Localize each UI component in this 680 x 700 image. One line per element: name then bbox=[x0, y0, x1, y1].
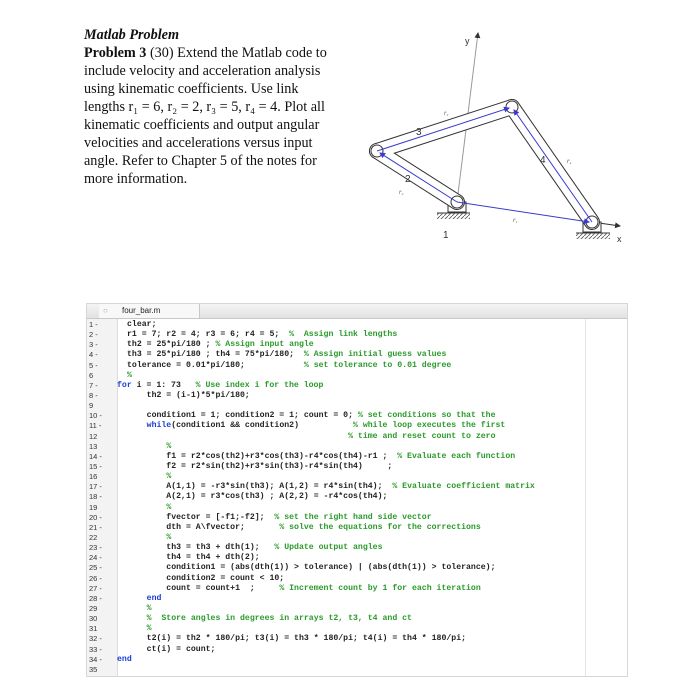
code-line bbox=[87, 361, 627, 371]
code-statement: fvector = [-f1;-f2]; bbox=[127, 512, 275, 522]
keyword: end bbox=[117, 654, 132, 664]
line-number: 33 - bbox=[89, 644, 102, 654]
vector-r2 bbox=[380, 153, 457, 202]
problem-line: velocities and accelerations versus input bbox=[84, 135, 313, 151]
code-line bbox=[87, 411, 627, 421]
vector-label-r1: r̄₁ bbox=[513, 218, 518, 224]
code-comment: % bbox=[166, 502, 172, 512]
code-statement bbox=[127, 442, 166, 451]
code-comment: % set the right hand side vector bbox=[274, 512, 432, 522]
line-number: 17 - bbox=[89, 482, 102, 492]
code-text bbox=[127, 594, 161, 604]
code-text bbox=[127, 340, 314, 350]
code-text bbox=[127, 634, 466, 644]
vector-r3 bbox=[377, 108, 509, 151]
code-statement: tolerance = 0.01*pi/180; bbox=[127, 360, 304, 370]
problem-statement bbox=[84, 26, 359, 188]
line-number: 28 - bbox=[89, 593, 102, 603]
code-text bbox=[127, 361, 451, 371]
vector-r4 bbox=[514, 110, 592, 222]
problem-heading: Matlab Problem bbox=[84, 27, 179, 43]
code-comment: % Assign initial guess values bbox=[303, 350, 447, 360]
line-number: 19 bbox=[89, 502, 98, 512]
code-line bbox=[87, 320, 627, 330]
code-statement: A(1,1) = -r3*sin(th3); A(1,2) = r4*sin(th4); bbox=[127, 482, 393, 492]
line-number: 13 bbox=[89, 441, 98, 451]
code-statement bbox=[127, 604, 147, 613]
code-statement: ct(i) = count; bbox=[127, 644, 216, 654]
code-statement: th3 = th3 + dth(1); bbox=[127, 543, 275, 553]
code-text bbox=[127, 604, 152, 614]
code-text bbox=[127, 492, 387, 502]
line-number: 9 bbox=[89, 401, 94, 411]
problem-line: include velocity and acceleration analysis bbox=[84, 63, 321, 79]
code-text bbox=[127, 320, 156, 330]
keyword: end bbox=[127, 593, 162, 603]
keyword: while bbox=[127, 421, 172, 431]
x-axis-label: x bbox=[617, 234, 622, 244]
problem-line: more information. bbox=[84, 171, 188, 187]
code-text bbox=[127, 614, 412, 624]
file-tab-name: four_bar.m bbox=[122, 306, 161, 315]
code-text bbox=[127, 330, 397, 340]
keyword: for bbox=[117, 380, 132, 390]
code-text bbox=[117, 655, 132, 665]
code-line bbox=[87, 533, 627, 543]
code-comment: % Increment count by 1 for each iteration bbox=[279, 583, 481, 593]
line-number: 31 bbox=[89, 624, 98, 634]
code-text bbox=[127, 371, 132, 381]
code-text bbox=[127, 462, 392, 472]
code-line bbox=[87, 401, 627, 411]
code-statement: t2(i) = th2 * 180/pi; t3(i) = th3 * 180/pi; t4(i) = th4 * 180/pi; bbox=[127, 634, 467, 644]
line-number: 12 bbox=[89, 431, 98, 441]
line-number: 6 bbox=[89, 370, 94, 380]
problem-line: angle. Refer to Chapter 5 of the notes for bbox=[84, 153, 317, 169]
vector-r1 bbox=[457, 202, 589, 222]
code-line bbox=[87, 655, 627, 665]
line-number: 32 - bbox=[89, 634, 102, 644]
code-line bbox=[87, 513, 627, 523]
link-label-1: 1 bbox=[443, 230, 449, 241]
code-statement: condition2 = count < 10; bbox=[127, 573, 285, 583]
line-number: 34 - bbox=[89, 654, 102, 664]
line-number: 8 - bbox=[89, 390, 98, 400]
code-text bbox=[127, 574, 284, 584]
code-comment: % solve the equations for the corrections bbox=[279, 522, 481, 532]
problem-line: lengths r₁ = 6, r₂ = 2, r₃ = 5, r₄ = 4. Plot all bbox=[84, 99, 325, 115]
code-comment: % Assign input angle bbox=[215, 340, 314, 350]
code-line bbox=[87, 391, 627, 401]
vector-label-r2: r̄₂ bbox=[399, 190, 404, 196]
code-text bbox=[127, 421, 505, 431]
code-line bbox=[87, 330, 627, 340]
code-text bbox=[127, 503, 171, 513]
code-line bbox=[87, 472, 627, 482]
code-statement bbox=[127, 432, 348, 441]
line-number: 2 - bbox=[89, 330, 98, 340]
code-line bbox=[87, 442, 627, 452]
problem-body bbox=[84, 44, 359, 62]
code-comment: % bbox=[146, 603, 152, 613]
line-number: 11 - bbox=[89, 421, 102, 431]
line-number: 15 - bbox=[89, 461, 102, 471]
code-statement: th2 = 25*pi/180 ; bbox=[127, 340, 216, 350]
code-comment: % Assign link lengths bbox=[289, 330, 398, 340]
four-bar-linkage-diagram bbox=[340, 20, 660, 260]
code-comment: % while loop executes the first bbox=[353, 421, 506, 431]
code-statement: th4 = th4 + dth(2); bbox=[127, 553, 260, 563]
code-area[interactable] bbox=[87, 320, 627, 675]
line-number: 26 - bbox=[89, 573, 102, 583]
line-number: 35 bbox=[89, 664, 98, 674]
code-line bbox=[87, 574, 627, 584]
code-comment: % bbox=[166, 441, 172, 451]
line-number: 22 bbox=[89, 532, 98, 542]
code-line bbox=[87, 492, 627, 502]
code-text bbox=[127, 513, 432, 523]
code-text bbox=[127, 482, 535, 492]
code-comment: % bbox=[166, 472, 172, 482]
link-label-4: 4 bbox=[540, 155, 546, 166]
link-label-3: 3 bbox=[416, 127, 422, 138]
problem-label: Problem 3 bbox=[84, 45, 147, 61]
line-number: 1 - bbox=[89, 320, 98, 329]
code-line bbox=[87, 563, 627, 573]
code-line bbox=[87, 594, 627, 604]
code-comment: % bbox=[146, 624, 152, 634]
code-text bbox=[127, 553, 260, 563]
code-line bbox=[87, 604, 627, 614]
code-text bbox=[127, 563, 496, 573]
code-statement: A(2,1) = r3*cos(th3) ; A(2,2) = -r4*cos(th4); bbox=[127, 492, 388, 502]
code-line bbox=[87, 350, 627, 360]
code-statement bbox=[127, 503, 166, 512]
line-number: 27 - bbox=[89, 583, 102, 593]
editor-tab-bar bbox=[87, 304, 627, 319]
code-line bbox=[87, 634, 627, 644]
code-comment: % time and reset count to zero bbox=[348, 431, 496, 441]
file-status-icon: ○ bbox=[103, 306, 108, 315]
code-statement: i = 1: 73 bbox=[131, 380, 196, 390]
code-line bbox=[87, 614, 627, 624]
line-number: 16 bbox=[89, 472, 98, 482]
code-comment: % set tolerance to 0.01 degree bbox=[303, 360, 452, 370]
code-comment: % Update output angles bbox=[274, 543, 383, 553]
code-line bbox=[87, 482, 627, 492]
problem-line: (30) Extend the Matlab code to bbox=[146, 45, 327, 61]
code-statement: clear; bbox=[127, 320, 157, 329]
code-text bbox=[127, 350, 446, 360]
line-number: 4 - bbox=[89, 350, 98, 360]
line-number: 5 - bbox=[89, 360, 98, 370]
code-text bbox=[127, 411, 496, 421]
code-statement: f1 = r2*cos(th2)+r3*cos(th3)-r4*cos(th4)-r1 ; bbox=[127, 451, 398, 461]
line-number: 23 - bbox=[89, 543, 102, 553]
line-number: 3 - bbox=[89, 340, 98, 350]
code-statement: count = count+1 ; bbox=[127, 583, 280, 593]
code-text bbox=[127, 432, 496, 442]
link-label-2: 2 bbox=[405, 174, 411, 185]
code-line bbox=[87, 584, 627, 594]
line-number: 21 - bbox=[89, 522, 102, 532]
code-line bbox=[87, 503, 627, 513]
joint bbox=[506, 101, 518, 113]
code-text bbox=[127, 584, 481, 594]
line-number: 25 - bbox=[89, 563, 102, 573]
code-comment: % Use index i for the loop bbox=[195, 380, 324, 390]
code-line bbox=[87, 645, 627, 655]
code-statement: th2 = (i-1)*5*pi/180; bbox=[127, 390, 250, 400]
code-line bbox=[87, 553, 627, 563]
code-line bbox=[87, 371, 627, 381]
code-statement: th3 = 25*pi/180 ; th4 = 75*pi/180; bbox=[127, 350, 304, 360]
code-comment: % bbox=[127, 370, 132, 380]
code-line bbox=[87, 462, 627, 472]
line-number: 20 - bbox=[89, 512, 102, 522]
code-comment: % Evaluate coefficient matrix bbox=[392, 482, 535, 492]
line-number: 18 - bbox=[89, 492, 102, 502]
code-comment: % Store angles in degrees in arrays t2, t3, t4 and ct bbox=[146, 614, 412, 624]
code-text bbox=[127, 391, 250, 401]
code-text bbox=[127, 442, 171, 452]
code-statement: condition1 = 1; condition2 = 1; count = 0; bbox=[127, 411, 358, 421]
line-number: 7 - bbox=[89, 380, 98, 390]
code-line bbox=[87, 523, 627, 533]
code-statement bbox=[127, 533, 166, 542]
code-line bbox=[87, 624, 627, 634]
code-text bbox=[127, 533, 171, 543]
code-statement: (condition1 && condition2) bbox=[171, 421, 354, 431]
code-line bbox=[87, 340, 627, 350]
code-statement: f2 = r2*sin(th2)+r3*sin(th3)-r4*sin(th4) ; bbox=[127, 461, 393, 471]
code-line bbox=[87, 665, 627, 675]
code-line bbox=[87, 543, 627, 553]
code-text bbox=[127, 645, 215, 655]
vector-label-r4: r̄₄ bbox=[567, 159, 572, 165]
code-statement bbox=[127, 614, 147, 623]
code-comment: % Evaluate each function bbox=[397, 451, 516, 461]
matlab-editor bbox=[86, 303, 628, 677]
line-number: 30 bbox=[89, 614, 98, 624]
code-line bbox=[87, 432, 627, 442]
code-statement: r1 = 7; r2 = 4; r3 = 6; r4 = 5; bbox=[127, 330, 290, 340]
code-comment: % set conditions so that the bbox=[357, 411, 496, 421]
line-number: 14 - bbox=[89, 451, 102, 461]
code-text bbox=[117, 381, 323, 391]
code-comment: % bbox=[166, 532, 172, 542]
code-text bbox=[127, 624, 152, 634]
file-tab[interactable] bbox=[99, 304, 200, 318]
line-number: 24 - bbox=[89, 553, 102, 563]
code-statement: condition1 = (abs(dth(1)) > tolerance) | (abs(dth(1)) > tolerance); bbox=[127, 563, 496, 573]
code-statement bbox=[127, 472, 166, 481]
line-number: 10 - bbox=[89, 411, 102, 421]
code-line bbox=[87, 452, 627, 462]
y-axis-label: y bbox=[465, 36, 470, 46]
code-line bbox=[87, 381, 627, 391]
code-text bbox=[127, 543, 383, 553]
code-text bbox=[127, 472, 171, 482]
code-text bbox=[127, 452, 515, 462]
code-line bbox=[87, 421, 627, 431]
problem-line: kinematic coefficients and output angular bbox=[84, 117, 320, 133]
code-statement bbox=[127, 624, 147, 633]
line-number: 29 bbox=[89, 603, 98, 613]
code-text bbox=[127, 523, 481, 533]
vector-label-r3: r̄₃ bbox=[444, 111, 449, 117]
problem-line: using kinematic coefficients. Use link bbox=[84, 81, 299, 97]
code-statement: dth = A\fvector; bbox=[127, 522, 280, 532]
